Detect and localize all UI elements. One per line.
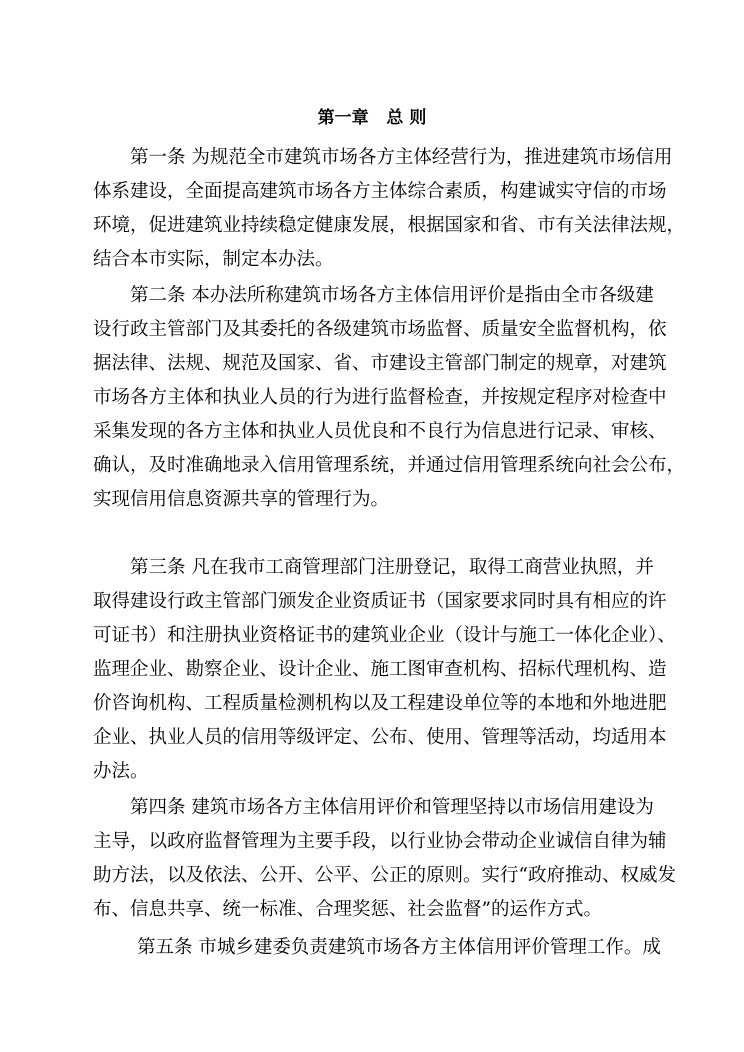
paragraph-line: 企业、执业人员的信用等级评定、公布、使用、管理等活动，均适用本 [93,727,667,748]
paragraph-line: 助方法，以及依法、公开、公平、公正的原则。实行“政府推动、权威发 [93,865,676,886]
paragraph-line: 主导，以政府监督管理为主要手段，以行业协会带动企业诚信自律为辅 [93,831,667,852]
paragraph-line: 实现信用信息资源共享的管理行为。 [93,489,390,510]
paragraph-line: 设行政主管部门及其委托的各级建筑市场监督、质量安全监督机构，依 [93,319,667,340]
paragraph-line: 第四条 建筑市场各方主体信用评价和管理坚持以市场信用建设为 [130,797,654,818]
paragraph-line: 确认，及时准确地录入信用管理系统，并通过信用管理系统向社会公布， [93,455,686,476]
paragraph-line: 第三条 凡在我市工商管理部门注册登记，取得工商营业执照，并 [130,557,654,578]
paragraph-line: 价咨询机构、工程质量检测机构以及工程建设单位等的本地和外地进肥 [93,693,667,714]
chapter-title: 第一章 总 则 [317,108,427,128]
paragraph-line: 第二条 本办法所称建筑市场各方主体信用评价是指由全市各级建 [130,285,654,306]
paragraph-line: 采集发现的各方主体和执业人员优良和不良行为信息进行记录、审核、 [93,421,667,442]
paragraph-line: 办法。 [93,761,149,782]
paragraph-line: 结合本市实际，制定本办法。 [93,249,334,270]
paragraph-line: 布、信息共享、统一标准、合理奖惩、社会监督”的运作方式。 [93,899,602,920]
paragraph-line: 据法律、法规、规范及国家、省、市建设主管部门制定的规章，对建筑 [93,353,667,374]
paragraph-line: 第五条 市城乡建委负责建筑市场各方主体信用评价管理工作。成 [137,937,661,958]
paragraph-line: 可证书）和注册执业资格证书的建筑业企业（设计与施工一体化企业）、 [93,625,676,646]
paragraph-line: 监理企业、勘察企业、设计企业、施工图审查机构、招标代理机构、造 [93,659,667,680]
paragraph-line: 取得建设行政主管部门颁发企业资质证书（国家要求同时具有相应的许 [93,591,667,612]
paragraph-line: 市场各方主体和执业人员的行为进行监督检查，并按规定程序对检查中 [93,387,667,408]
paragraph-line: 第一条 为规范全市建筑市场各方主体经营行为，推进建筑市场信用 [130,147,673,168]
paragraph-line: 体系建设，全面提高建筑市场各方主体综合素质，构建诚实守信的市场 [93,181,667,202]
paragraph-line: 环境，促进建筑业持续稳定健康发展，根据国家和省、市有关法律法规， [93,215,686,236]
